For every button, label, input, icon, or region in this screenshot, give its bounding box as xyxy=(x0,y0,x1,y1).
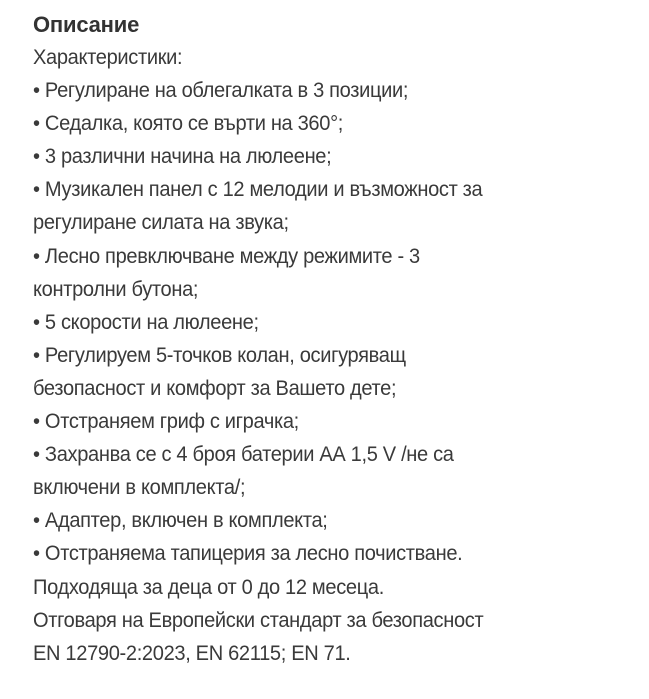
description-section xyxy=(33,8,633,670)
feature-line: • 5 скорости на люлеене; xyxy=(33,310,259,334)
age-suitability-text: Подходяща за деца от 0 до 12 месеца. xyxy=(33,575,384,599)
feature-line: • Отстраняема тапицерия за лесно почистване. xyxy=(33,542,463,566)
feature-line: • Регулиране на облегалката в 3 позиции; xyxy=(33,79,409,103)
feature-line-continuation: регулиране силата на звука; xyxy=(33,211,289,235)
feature-line: • Захранва се с 4 броя батерии АА 1,5 V /не са xyxy=(33,443,454,467)
section-title: Описание xyxy=(33,12,140,37)
feature-line-continuation: контролни бутона; xyxy=(33,277,199,301)
feature-line: • Адаптер, включен в комплекта; xyxy=(33,509,328,533)
feature-line-continuation: безопасност и комфорт за Вашето дете; xyxy=(33,376,397,400)
feature-line: • 3 различни начина на люлеене; xyxy=(33,145,332,169)
feature-line: • Регулируем 5-точков колан, осигуряващ xyxy=(33,343,406,367)
feature-line-continuation: включени в комплекта/; xyxy=(33,476,246,500)
safety-standard-codes: EN 12790-2:2023, EN 62115; EN 71. xyxy=(33,641,351,665)
features-heading: Характеристики: xyxy=(33,46,183,69)
feature-line: • Седалка, която се върти на 360°; xyxy=(33,112,344,136)
safety-standard-text: Отговаря на Европейски стандарт за безопасност xyxy=(33,608,484,632)
feature-line: • Музикален панел с 12 мелодии и възможност за xyxy=(33,178,483,202)
feature-line: • Отстраняем гриф с играчка; xyxy=(33,410,299,434)
feature-line: • Лесно превключване между режимите - 3 xyxy=(33,244,420,268)
